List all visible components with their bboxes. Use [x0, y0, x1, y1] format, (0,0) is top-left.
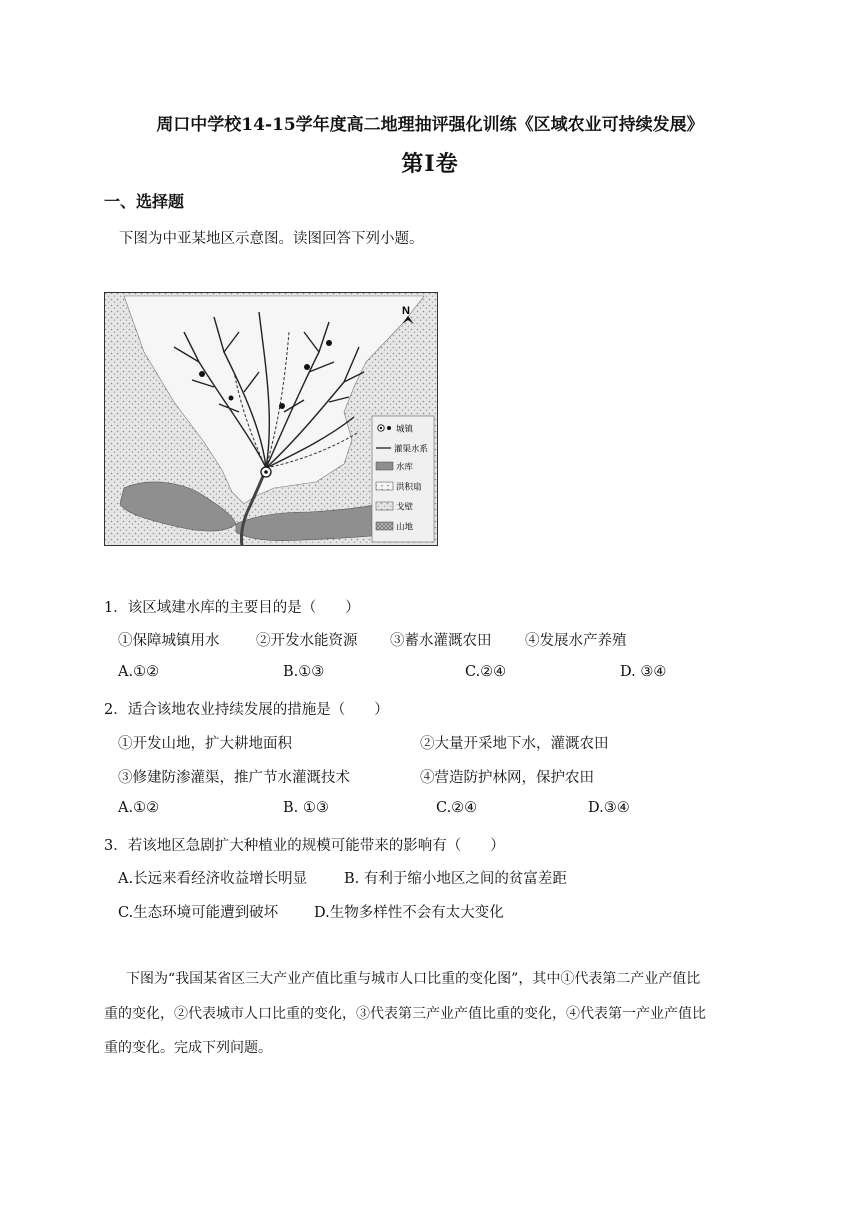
question-2-option-b[interactable]: B. ①③ — [283, 800, 329, 816]
question-3-option-a[interactable]: A.长远来看经济收益增长明显 — [118, 871, 308, 887]
question-1-statement-3: ③蓄水灌溉农田 — [390, 633, 492, 649]
question-2-option-c[interactable]: C.②④ — [436, 800, 478, 816]
question-1-option-c[interactable]: C.②④ — [465, 664, 507, 680]
legend-mountain: 山地 — [396, 522, 414, 533]
question-3-stem: 3．若该地区急剧扩大种植业的规模可能带来的影响有（ ） — [104, 838, 505, 854]
group2-intro-line-1: 下图为“我国某省区三大产业产值比重与城市人口比重的变化图”，其中①代表第二产业产值比 — [126, 971, 701, 987]
question-3-option-c[interactable]: C.生态环境可能遭到破坏 — [118, 905, 279, 921]
question-1-option-a[interactable]: A.①② — [118, 664, 160, 680]
question-2-statement-1: ①开发山地，扩大耕地面积 — [118, 736, 292, 752]
group2-intro-line-2: 重的变化，②代表城市人口比重的变化，③代表第三产业产值比重的变化，④代表第一产业产值比 — [104, 1006, 706, 1022]
question-2-statement-3: ③修建防渗灌渠，推广节水灌溉技术 — [118, 770, 350, 786]
question-2-option-a[interactable]: A.①② — [118, 800, 160, 816]
group2-intro-line-3: 重的变化。完成下列问题。 — [104, 1040, 272, 1056]
group1-intro: 下图为中亚某地区示意图。读图回答下列小题。 — [119, 231, 424, 247]
question-1-statement-2: ②开发水能资源 — [256, 633, 358, 649]
legend-fan: 洪积扇 — [396, 482, 422, 493]
question-1-option-d[interactable]: D. ③④ — [620, 664, 667, 680]
question-1-option-b[interactable]: B.①③ — [283, 664, 325, 680]
question-1-statement-4: ④发展水产养殖 — [525, 633, 627, 649]
legend-gobi: 戈壁 — [396, 502, 414, 513]
north-label: N — [402, 305, 410, 317]
question-2-statement-4: ④营造防护林网，保护农田 — [420, 770, 594, 786]
volume-heading: 第Ⅰ卷 — [401, 151, 459, 177]
legend-reservoir: 水库 — [396, 462, 414, 473]
question-2-option-d[interactable]: D.③④ — [588, 800, 630, 816]
question-3-option-d[interactable]: D.生物多样性不会有太大变化 — [314, 905, 504, 921]
legend-town: 城镇 — [396, 424, 414, 435]
question-1-statement-1: ①保障城镇用水 — [118, 633, 220, 649]
legend-canal: 灌渠水系 — [394, 444, 429, 455]
question-3-option-b[interactable]: B. 有利于缩小地区之间的贫富差距 — [344, 871, 567, 887]
question-1-stem: 1．该区域建水库的主要目的是（ ） — [104, 600, 360, 616]
section-heading: 一、选择题 — [104, 192, 185, 211]
question-2-stem: 2．适合该地农业持续发展的措施是（ ） — [104, 702, 389, 718]
page-title: 周口中学校14-15学年度高二地理抽评强化训练《区域农业可持续发展》 — [156, 115, 704, 135]
region-map — [104, 292, 438, 546]
question-2-statement-2: ②大量开采地下水，灌溉农田 — [420, 736, 609, 752]
